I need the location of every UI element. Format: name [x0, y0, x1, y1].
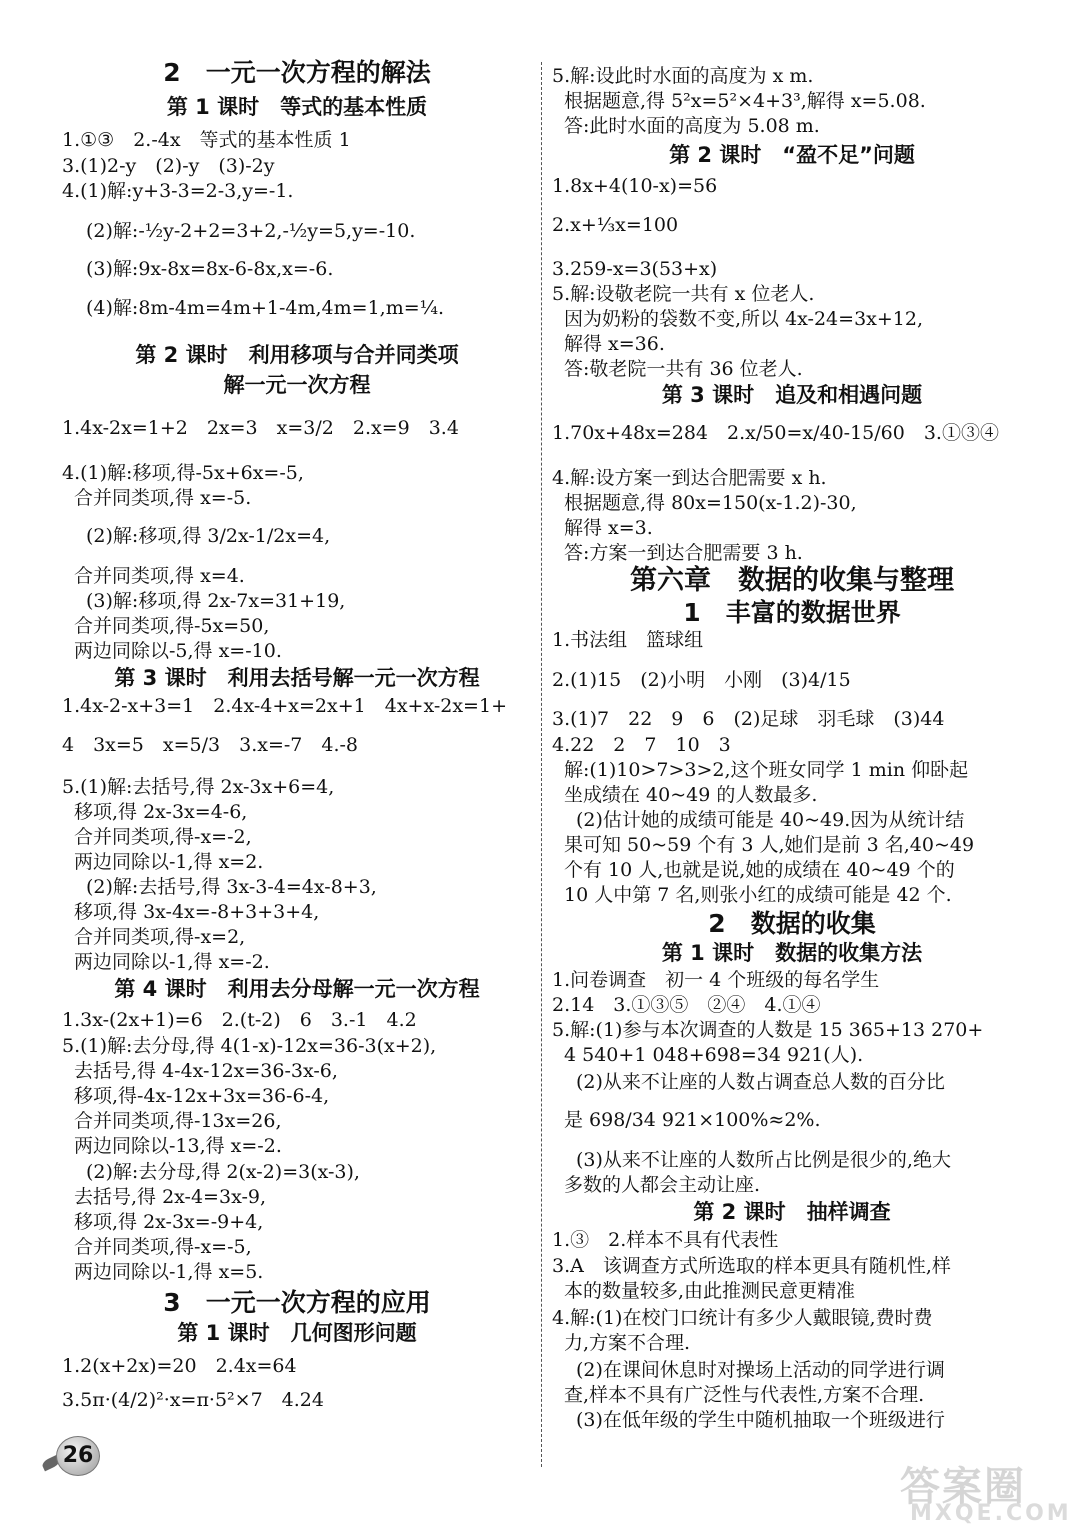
answer-line: (2)解:去分母,得 2(x-2)=3(x-3), [86, 1161, 360, 1183]
answer-line: 3.(1)2-y (2)-y (3)-2y [62, 155, 275, 177]
answer-line: 移项,得 3x-4x=-8+3+3+4, [74, 901, 320, 923]
answer-line: 4 3x=5 x=5/3 3.x=-7 4.-8 [62, 734, 359, 756]
section-heading: 1 丰富的数据世界 [683, 598, 901, 627]
lesson-heading: 第 2 课时 “盈不足”问题 [669, 143, 915, 167]
answer-line: 2.x+⅓x=100 [552, 214, 679, 236]
answer-line: 根据题意,得 80x=150(x-1.2)-30, [564, 492, 857, 514]
answer-line: 合并同类项,得-x=-2, [74, 826, 252, 848]
answer-line: 10 人中第 7 名,则张小红的成绩可能是 42 个. [564, 884, 952, 906]
lesson-heading: 第 1 课时 等式的基本性质 [166, 95, 428, 119]
answer-line: 1.问卷调查 初一 4 个班级的每名学生 [552, 969, 880, 991]
answer-line: 合并同类项,得-5x=50, [74, 615, 270, 637]
page-number-badge [40, 1434, 112, 1478]
answer-line: 5.解:设此时水面的高度为 x m. [552, 65, 814, 87]
lesson-heading: 第 2 课时 利用移项与合并同类项 [135, 343, 459, 367]
answer-line: 4.解:(1)在校门口统计有多少人戴眼镜,费时费 [552, 1307, 933, 1329]
answer-line: (2)解:去括号,得 3x-3-4=4x-8+3, [86, 876, 377, 898]
lesson-heading: 第 2 课时 抽样调查 [693, 1200, 891, 1224]
answer-line: 1.4x-2-x+3=1 2.4x-4+x=2x+1 4x+x-2x=1+ [62, 695, 507, 717]
column-divider [541, 62, 542, 1467]
answer-line: 1.2(x+2x)=20 2.4x=64 [62, 1355, 297, 1377]
answer-line: (3)解:9x-8x=8x-6-8x,x=-6. [86, 258, 334, 280]
section-heading: 2 一元一次方程的解法 [163, 58, 431, 87]
answer-line: 果可知 50~59 个有 3 人,她们是前 3 名,40~49 [564, 834, 975, 856]
watermark-url: MXQE.COM [910, 1501, 1072, 1526]
answer-line: (2)解:-½y-2+2=3+2,-½y=5,y=-10. [86, 220, 416, 242]
lesson-heading: 第 3 课时 追及和相遇问题 [661, 383, 923, 407]
section-heading: 第六章 数据的收集与整理 [630, 565, 954, 596]
answer-line: 1.①③ 2.-4x 等式的基本性质 1 [62, 129, 351, 151]
answer-line: (4)解:8m-4m=4m+1-4m,4m=1,m=¼. [86, 297, 445, 319]
answer-line: 1.70x+48x=284 2.x/50=x/40-15/60 3.①③④ [552, 422, 999, 444]
answer-line: 答:此时水面的高度为 5.08 m. [564, 115, 820, 137]
answer-line: (2)从来不让座的人数占调查总人数的百分比 [576, 1071, 945, 1093]
answer-line: (2)在课间休息时对操场上活动的同学进行调 [576, 1359, 945, 1381]
answer-line: 查,样本不具有广泛性与代表性,方案不合理. [564, 1384, 925, 1406]
answer-line: 解得 x=3. [564, 517, 653, 539]
answer-line: 合并同类项,得-x=2, [74, 926, 246, 948]
answer-line: 根据题意,得 5²x=5²×4+3³,解得 x=5.08. [564, 90, 926, 112]
answer-line: 合并同类项,得 x=-5. [74, 487, 252, 509]
answer-line: (3)从来不让座的人数所占比例是很少的,绝大 [576, 1149, 951, 1171]
answer-line: 4 540+1 048+698=34 921(人). [564, 1044, 864, 1066]
answer-line: 本的数量较多,由此推测民意更精准 [564, 1280, 856, 1302]
answer-line: 2.14 3.①③⑤ ②④ 4.①④ [552, 994, 821, 1016]
answer-line: 1.8x+4(10-x)=56 [552, 175, 718, 197]
answer-line: 合并同类项,得 x=4. [74, 565, 245, 587]
answer-line: 因为奶粉的袋数不变,所以 4x-24=3x+12, [564, 308, 924, 330]
answer-line: 4.(1)解:y+3-3=2-3,y=-1. [62, 180, 294, 202]
answer-line: 坐成绩在 40~49 的人数最多. [564, 784, 818, 806]
answer-line: 1.3x-(2x+1)=6 2.(t-2) 6 3.-1 4.2 [62, 1009, 417, 1031]
section-heading: 2 数据的收集 [708, 909, 876, 938]
section-heading: 3 一元一次方程的应用 [163, 1288, 431, 1317]
answer-line: 两边同除以-1,得 x=-2. [74, 951, 270, 973]
watermark [880, 1455, 1070, 1530]
answer-line: 3.5π·(4/2)²·x=π·5²×7 4.24 [62, 1389, 324, 1411]
answer-line: 3.A 该调查方式所选取的样本更具有随机性,样 [552, 1255, 951, 1277]
answer-line: (2)估计她的成绩可能是 40~49.因为从统计结 [576, 809, 965, 831]
watermark-text: 答案圈 [900, 1464, 1026, 1510]
answer-line: 5.解:设敬老院一共有 x 位老人. [552, 283, 815, 305]
answer-line: 移项,得-4x-12x+3x=36-6-4, [74, 1085, 330, 1107]
lesson-heading: 第 1 课时 数据的收集方法 [661, 941, 923, 965]
answer-line: 两边同除以-13,得 x=-2. [74, 1135, 282, 1157]
lesson-heading: 解一元一次方程 [223, 373, 371, 397]
answer-line: 两边同除以-5,得 x=-10. [74, 640, 282, 662]
answer-line: 多数的人都会主动让座. [564, 1174, 761, 1196]
answer-line: 3.259-x=3(53+x) [552, 258, 718, 280]
answer-line: 合并同类项,得-x=-5, [74, 1236, 252, 1258]
lesson-heading: 第 1 课时 几何图形问题 [177, 1321, 417, 1345]
answer-line: 去括号,得 4-4x-12x=36-3x-6, [74, 1060, 338, 1082]
answer-line: 5.解:(1)参与本次调查的人数是 15 365+13 270+ [552, 1019, 984, 1041]
answer-line: 移项,得 2x-3x=4-6, [74, 801, 248, 823]
answer-line: (2)解:移项,得 3/2x-1/2x=4, [86, 525, 331, 547]
answer-line: 2.(1)15 (2)小明 小刚 (3)4/15 [552, 669, 851, 691]
answer-line: 两边同除以-1,得 x=2. [74, 851, 264, 873]
answer-line: 答:敬老院一共有 36 位老人. [564, 358, 803, 380]
answer-line: 解得 x=36. [564, 333, 665, 355]
answer-line: 4.22 2 7 10 3 [552, 734, 731, 756]
answer-line: 5.(1)解:去括号,得 2x-3x+6=4, [62, 776, 335, 798]
answer-line: 1.4x-2x=1+2 2x=3 x=3/2 2.x=9 3.4 [62, 417, 459, 439]
answer-line: 1.③ 2.样本不具有代表性 [552, 1229, 779, 1251]
answer-line: 两边同除以-1,得 x=5. [74, 1261, 264, 1283]
lesson-heading: 第 4 课时 利用去分母解一元一次方程 [114, 977, 480, 1001]
answer-line: 4.(1)解:移项,得-5x+6x=-5, [62, 462, 304, 484]
answer-line: 个有 10 人,也就是说,她的成绩在 40~49 个的 [564, 859, 955, 881]
answer-line: 去括号,得 2x-4=3x-9, [74, 1186, 266, 1208]
answer-line: 答:方案一到达合肥需要 3 h. [564, 542, 803, 564]
answer-line: (3)解:移项,得 2x-7x=31+19, [86, 590, 346, 612]
answer-line: 3.(1)7 22 9 6 (2)足球 羽毛球 (3)44 [552, 708, 945, 730]
answer-line: 1.书法组 篮球组 [552, 629, 704, 651]
answer-line: 力,方案不合理. [564, 1332, 691, 1354]
lesson-heading: 第 3 课时 利用去括号解一元一次方程 [114, 666, 480, 690]
answer-line: 移项,得 2x-3x=-9+4, [74, 1211, 264, 1233]
answer-line: 是 698/34 921×100%≈2%. [564, 1109, 821, 1131]
answer-line: 4.解:设方案一到达合肥需要 x h. [552, 467, 827, 489]
answer-line: (3)在低年级的学生中随机抽取一个班级进行 [576, 1409, 945, 1431]
answer-line: 解:(1)10>7>3>2,这个班女同学 1 min 仰卧起 [564, 759, 969, 781]
answer-line: 5.(1)解:去分母,得 4(1-x)-12x=36-3(x+2), [62, 1035, 437, 1057]
answer-line: 合并同类项,得-13x=26, [74, 1110, 282, 1132]
page-number: 26 [62, 1443, 94, 1468]
